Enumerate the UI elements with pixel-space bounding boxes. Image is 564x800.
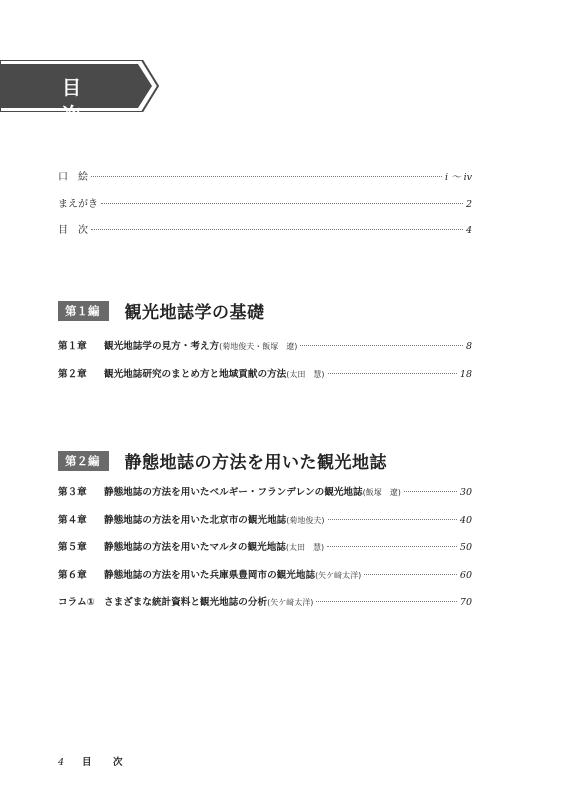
chapter-number: 第６章 [58, 569, 87, 581]
chapter-entry[interactable] [58, 512, 472, 540]
chapter-title: 観光地誌研究のまとめ方と地域貢献の方法 [104, 368, 287, 380]
chapter-title: 静態地誌の方法を用いたマルタの観光地誌 [104, 542, 286, 553]
footer-title: 目 次 [82, 757, 129, 768]
leader-dots [101, 203, 463, 204]
chapter-entry[interactable] [58, 366, 472, 394]
leader-dots [300, 345, 463, 346]
chapter-number: 第２章 [58, 368, 87, 380]
part-title: 静態地誌の方法を用いた観光地誌 [124, 453, 387, 473]
column-page: 70 [459, 597, 472, 608]
part-badge: 第１編 [58, 301, 109, 321]
leader-dots [91, 176, 442, 177]
leader-dots [327, 546, 457, 547]
part-2-heading [58, 448, 387, 473]
leader-dots [328, 519, 457, 520]
leader-dots [328, 373, 457, 374]
chapter-entry[interactable] [58, 539, 472, 567]
entry-label: 目 次 [58, 225, 88, 236]
chapter-page: 30 [459, 487, 472, 498]
part-title: 観光地誌学の基礎 [124, 303, 265, 323]
chapter-title: 静態地誌の方法を用いた北京市の観光地誌 [104, 514, 287, 526]
column-title: さまざまな統計資料と観光地誌の分析 [104, 597, 268, 608]
toc-entry-kuchie[interactable] [58, 168, 472, 195]
chapter-author: (矢ケ﨑太洋) [315, 570, 362, 580]
chapter-title: 静態地誌の方法を用いた兵庫県豊岡市の観光地誌 [104, 569, 316, 581]
chapter-number: 第５章 [58, 542, 87, 553]
chapter-page: 40 [459, 514, 472, 526]
running-footer [58, 754, 129, 768]
entry-page: 4 [465, 225, 472, 236]
toc-entry-mokuji[interactable] [58, 221, 472, 248]
column-author: (矢ケ﨑太洋) [267, 598, 314, 607]
front-matter-list [58, 168, 472, 248]
entry-label: 口 絵 [58, 172, 88, 183]
toc-entry-maegaki[interactable] [58, 195, 472, 222]
part-1-heading [58, 298, 265, 323]
chapter-number: 第１章 [58, 341, 87, 352]
chapter-entry[interactable] [58, 338, 472, 366]
chapter-title: 静態地誌の方法を用いたベルギー・フランデレンの観光地誌 [104, 487, 363, 498]
chapter-title: 観光地誌学の見方・考え方 [104, 341, 220, 352]
chapter-author: (飯塚 遼) [362, 488, 401, 497]
column-entry[interactable] [58, 594, 472, 622]
page-title: 目 次 [62, 77, 133, 126]
chapter-author: (太田 慧) [286, 369, 325, 379]
entry-page: i ～ iv [445, 172, 472, 183]
entry-page: 2 [465, 198, 472, 210]
footer-page-number: 4 [58, 757, 65, 768]
leader-dots [91, 229, 463, 230]
column-number: コラム① [58, 597, 95, 608]
chapter-page: 50 [459, 542, 472, 553]
title-banner [0, 60, 160, 126]
leader-dots [316, 601, 457, 602]
chapter-number: 第４章 [58, 514, 87, 526]
chapter-page: 60 [459, 569, 472, 581]
chapter-number: 第３章 [58, 487, 87, 498]
part-1-chapter-list [58, 338, 472, 393]
part-2-chapter-list [58, 484, 472, 622]
chapter-page: 18 [459, 368, 472, 380]
leader-dots [364, 574, 457, 575]
chapter-author: (太田 慧) [285, 543, 325, 552]
leader-dots [404, 491, 457, 492]
chapter-author: (菊地俊夫) [286, 515, 325, 525]
part-badge: 第２編 [58, 451, 109, 471]
chapter-entry[interactable] [58, 567, 472, 595]
chapter-author: (菊地俊夫・飯塚 遼) [219, 342, 298, 351]
chapter-entry[interactable] [58, 484, 472, 512]
chapter-page: 8 [465, 341, 472, 352]
entry-label: まえがき [58, 198, 98, 210]
